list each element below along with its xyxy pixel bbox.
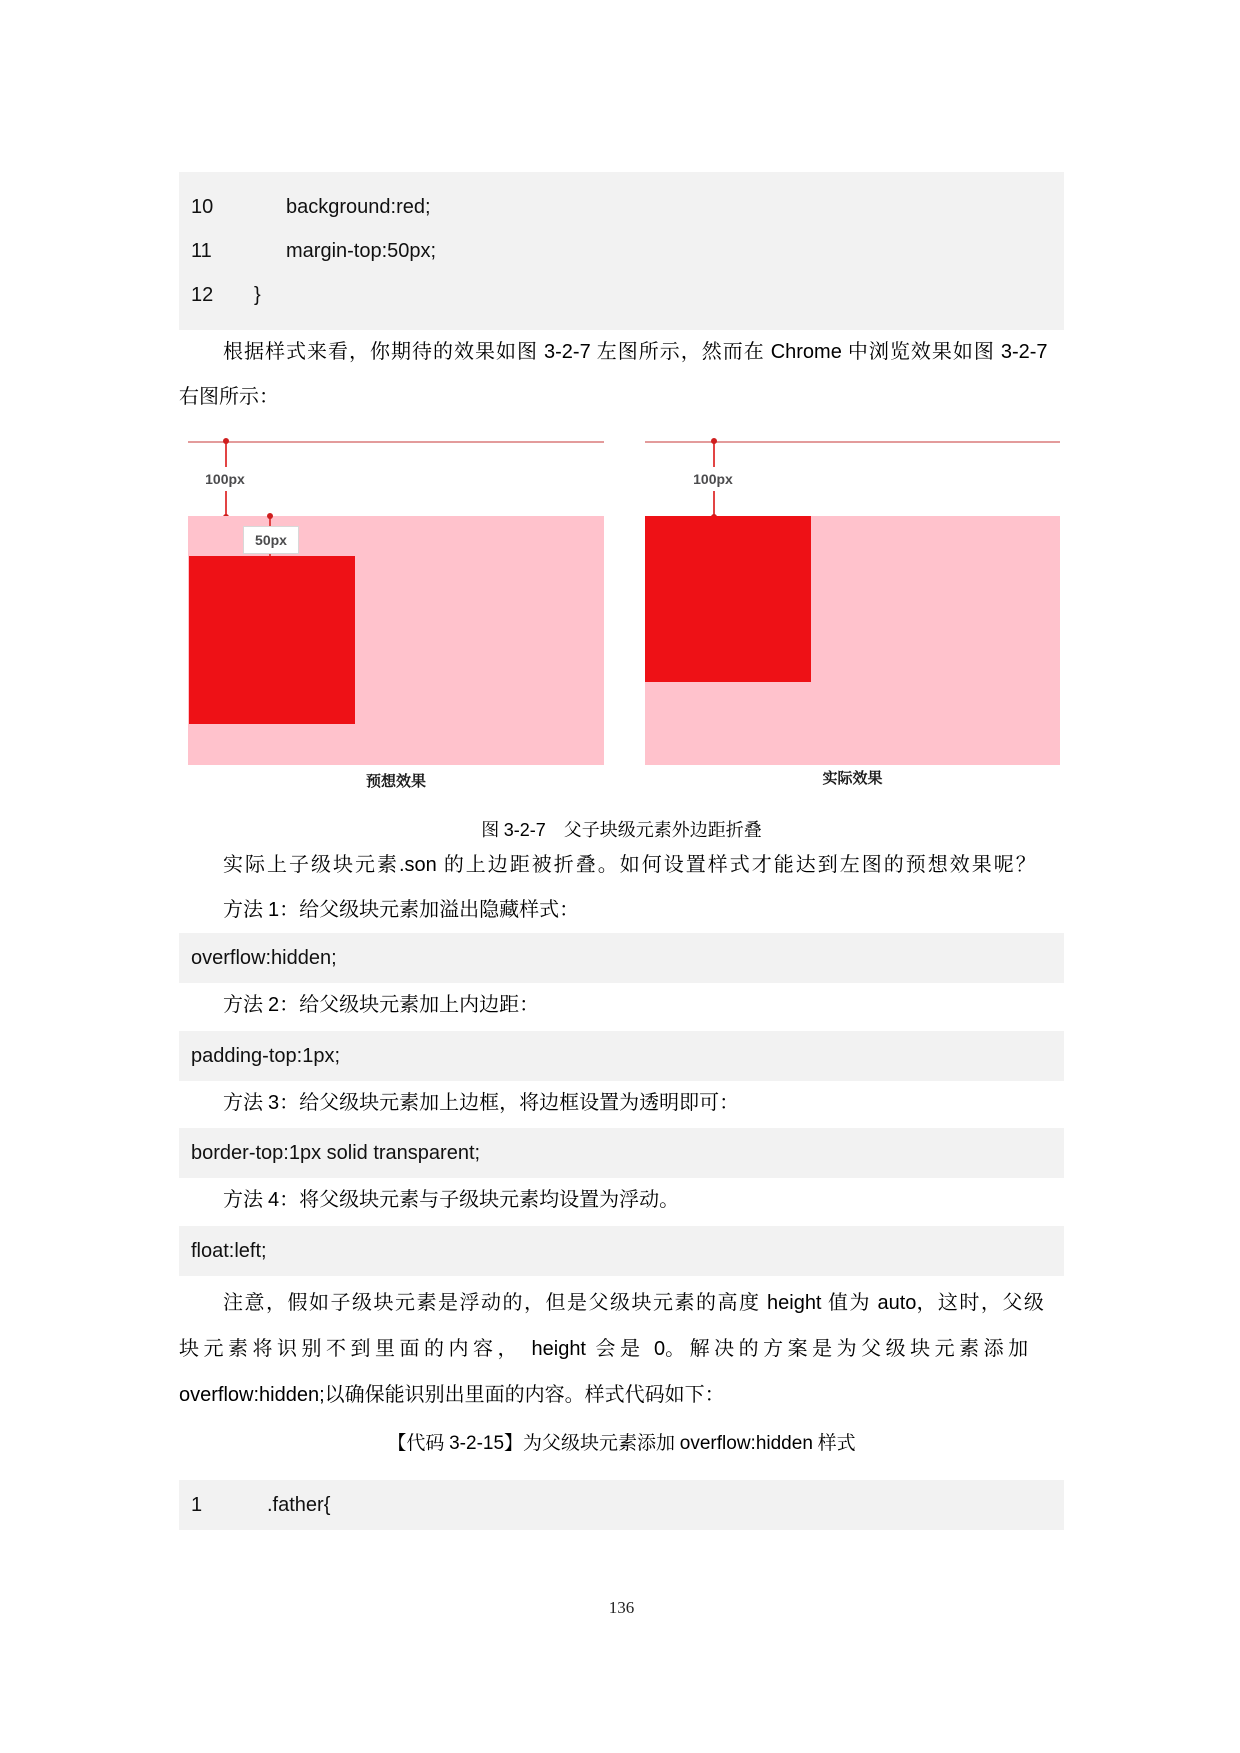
css-declaration: overflow:hidden; (179, 1384, 325, 1406)
figure-caption (179, 818, 1064, 843)
code-listing-title (179, 1429, 1064, 1459)
code-line-text: overflow:hidden; (191, 946, 337, 969)
method-number: 1 (268, 899, 280, 921)
intro-paragraph-line-2 (179, 375, 1064, 420)
text-run: 值为 (821, 1292, 878, 1314)
figure-ref: 3-2-7 (1000, 341, 1048, 363)
method-2-line (179, 983, 1064, 1028)
note-paragraph-line-3 (179, 1372, 1064, 1418)
note-paragraph-line-1 (179, 1280, 1064, 1326)
text-run: 的上边距被折叠。如何设置样式才能达到左图的预想效果呢？ (436, 854, 1038, 876)
css-value: 0 (654, 1338, 666, 1360)
note-paragraph-line-2 (179, 1326, 1064, 1372)
css-value: auto (877, 1292, 917, 1314)
text-run: 注意，假如子级块元素是浮动的，但是父级块元素的高度 (223, 1292, 767, 1314)
method-4-line (179, 1178, 1064, 1223)
intro-paragraph-line-1 (179, 330, 1064, 375)
code-line-number: 11 (191, 239, 212, 262)
code-line-number: 10 (191, 195, 214, 218)
right-diagram-caption: 实际效果 (822, 770, 883, 787)
css-declaration: overflow:hidden (679, 1433, 813, 1454)
text-run: 【代码 (387, 1433, 450, 1454)
code-line (191, 229, 1052, 273)
code-block-top (179, 172, 1064, 330)
text-run: 】为父级块元素添加 (504, 1433, 680, 1454)
text-run: 样式 (812, 1433, 856, 1454)
text-run: ：将父级块元素与子级块元素均设置为浮动。 (279, 1189, 680, 1211)
paragraph-actual-effect (179, 843, 1064, 888)
left-diagram-caption: 预想效果 (365, 773, 426, 790)
left-50px-label: 50px (243, 526, 299, 554)
text-run: 实际上子级块元素 (223, 854, 399, 876)
code-block-float-left (179, 1226, 1064, 1276)
method-number: 4 (268, 1189, 280, 1211)
code-block-border-top (179, 1128, 1064, 1178)
figure-3-2-7 (179, 420, 1064, 798)
right-son-box (645, 516, 811, 682)
text-run: ：给父级块元素加上边框，将边框设置为透明即可： (279, 1092, 740, 1114)
text-run: 。解决的方案是为父级块元素添加 (665, 1338, 1033, 1360)
figure-ref: 3-2-7 (544, 341, 591, 363)
text-run: 以确保能识别出里面的内容。样式代码如下： (324, 1384, 725, 1406)
code-line-text: } (254, 283, 261, 306)
code-line-text: margin-top:50px; (286, 239, 437, 262)
left-diagram-top-rule (188, 441, 604, 443)
right-diagram-top-rule (645, 441, 1060, 443)
code-line-text: .father{ (267, 1493, 331, 1516)
code-line-text: border-top:1px solid transparent; (191, 1141, 481, 1164)
left-son-box (189, 556, 355, 724)
method-1-line (179, 888, 1064, 933)
code-line (191, 185, 1052, 229)
code-line-number: 1 (191, 1493, 203, 1516)
text-run: 中浏览效果如图 (841, 341, 1001, 363)
listing-number: 3-2-15 (449, 1433, 505, 1454)
text-run: 图 (481, 820, 504, 840)
page-number: 136 (608, 1598, 635, 1617)
css-property: height (531, 1338, 586, 1360)
text-run: 方法 (223, 899, 268, 921)
code-line-text: float:left; (191, 1239, 267, 1262)
text-run: 左图所示，然而在 (590, 341, 771, 363)
right-100px-label: 100px (685, 467, 741, 491)
text-run: ，这时，父级 (916, 1292, 1046, 1314)
text-run: ：给父级块元素加上内边距： (279, 994, 540, 1016)
code-block-bottom (179, 1480, 1064, 1530)
code-block-padding-top (179, 1031, 1064, 1081)
selector-son: .son (399, 854, 437, 876)
left-100px-label: 100px (197, 467, 253, 491)
code-line-number: 12 (191, 283, 214, 306)
code-line (191, 273, 1052, 317)
text-run: 方法 (223, 1189, 268, 1211)
text-run: 块元素将识别不到里面的内容， (179, 1338, 532, 1360)
text-run: 会是 (586, 1338, 654, 1360)
text-run: 右图所示： (179, 386, 279, 408)
content-column (179, 0, 1064, 1618)
method-number: 3 (268, 1092, 280, 1114)
text-run: 方法 (223, 994, 268, 1016)
text-run: 根据样式来看，你期待的效果如图 (223, 341, 544, 363)
css-property: height (767, 1292, 822, 1314)
browser-name: Chrome (770, 341, 842, 363)
figure-number: 3-2-7 (503, 820, 546, 840)
method-number: 2 (268, 994, 280, 1016)
text-run: 父子块级元素外边距折叠 (545, 820, 762, 840)
code-block-overflow-hidden (179, 933, 1064, 983)
text-run: 方法 (223, 1092, 268, 1114)
code-line-text: padding-top:1px; (191, 1044, 341, 1067)
text-run: ：给父级块元素加溢出隐藏样式： (279, 899, 580, 921)
code-line-text: background:red; (286, 195, 431, 218)
method-3-line (179, 1081, 1064, 1126)
